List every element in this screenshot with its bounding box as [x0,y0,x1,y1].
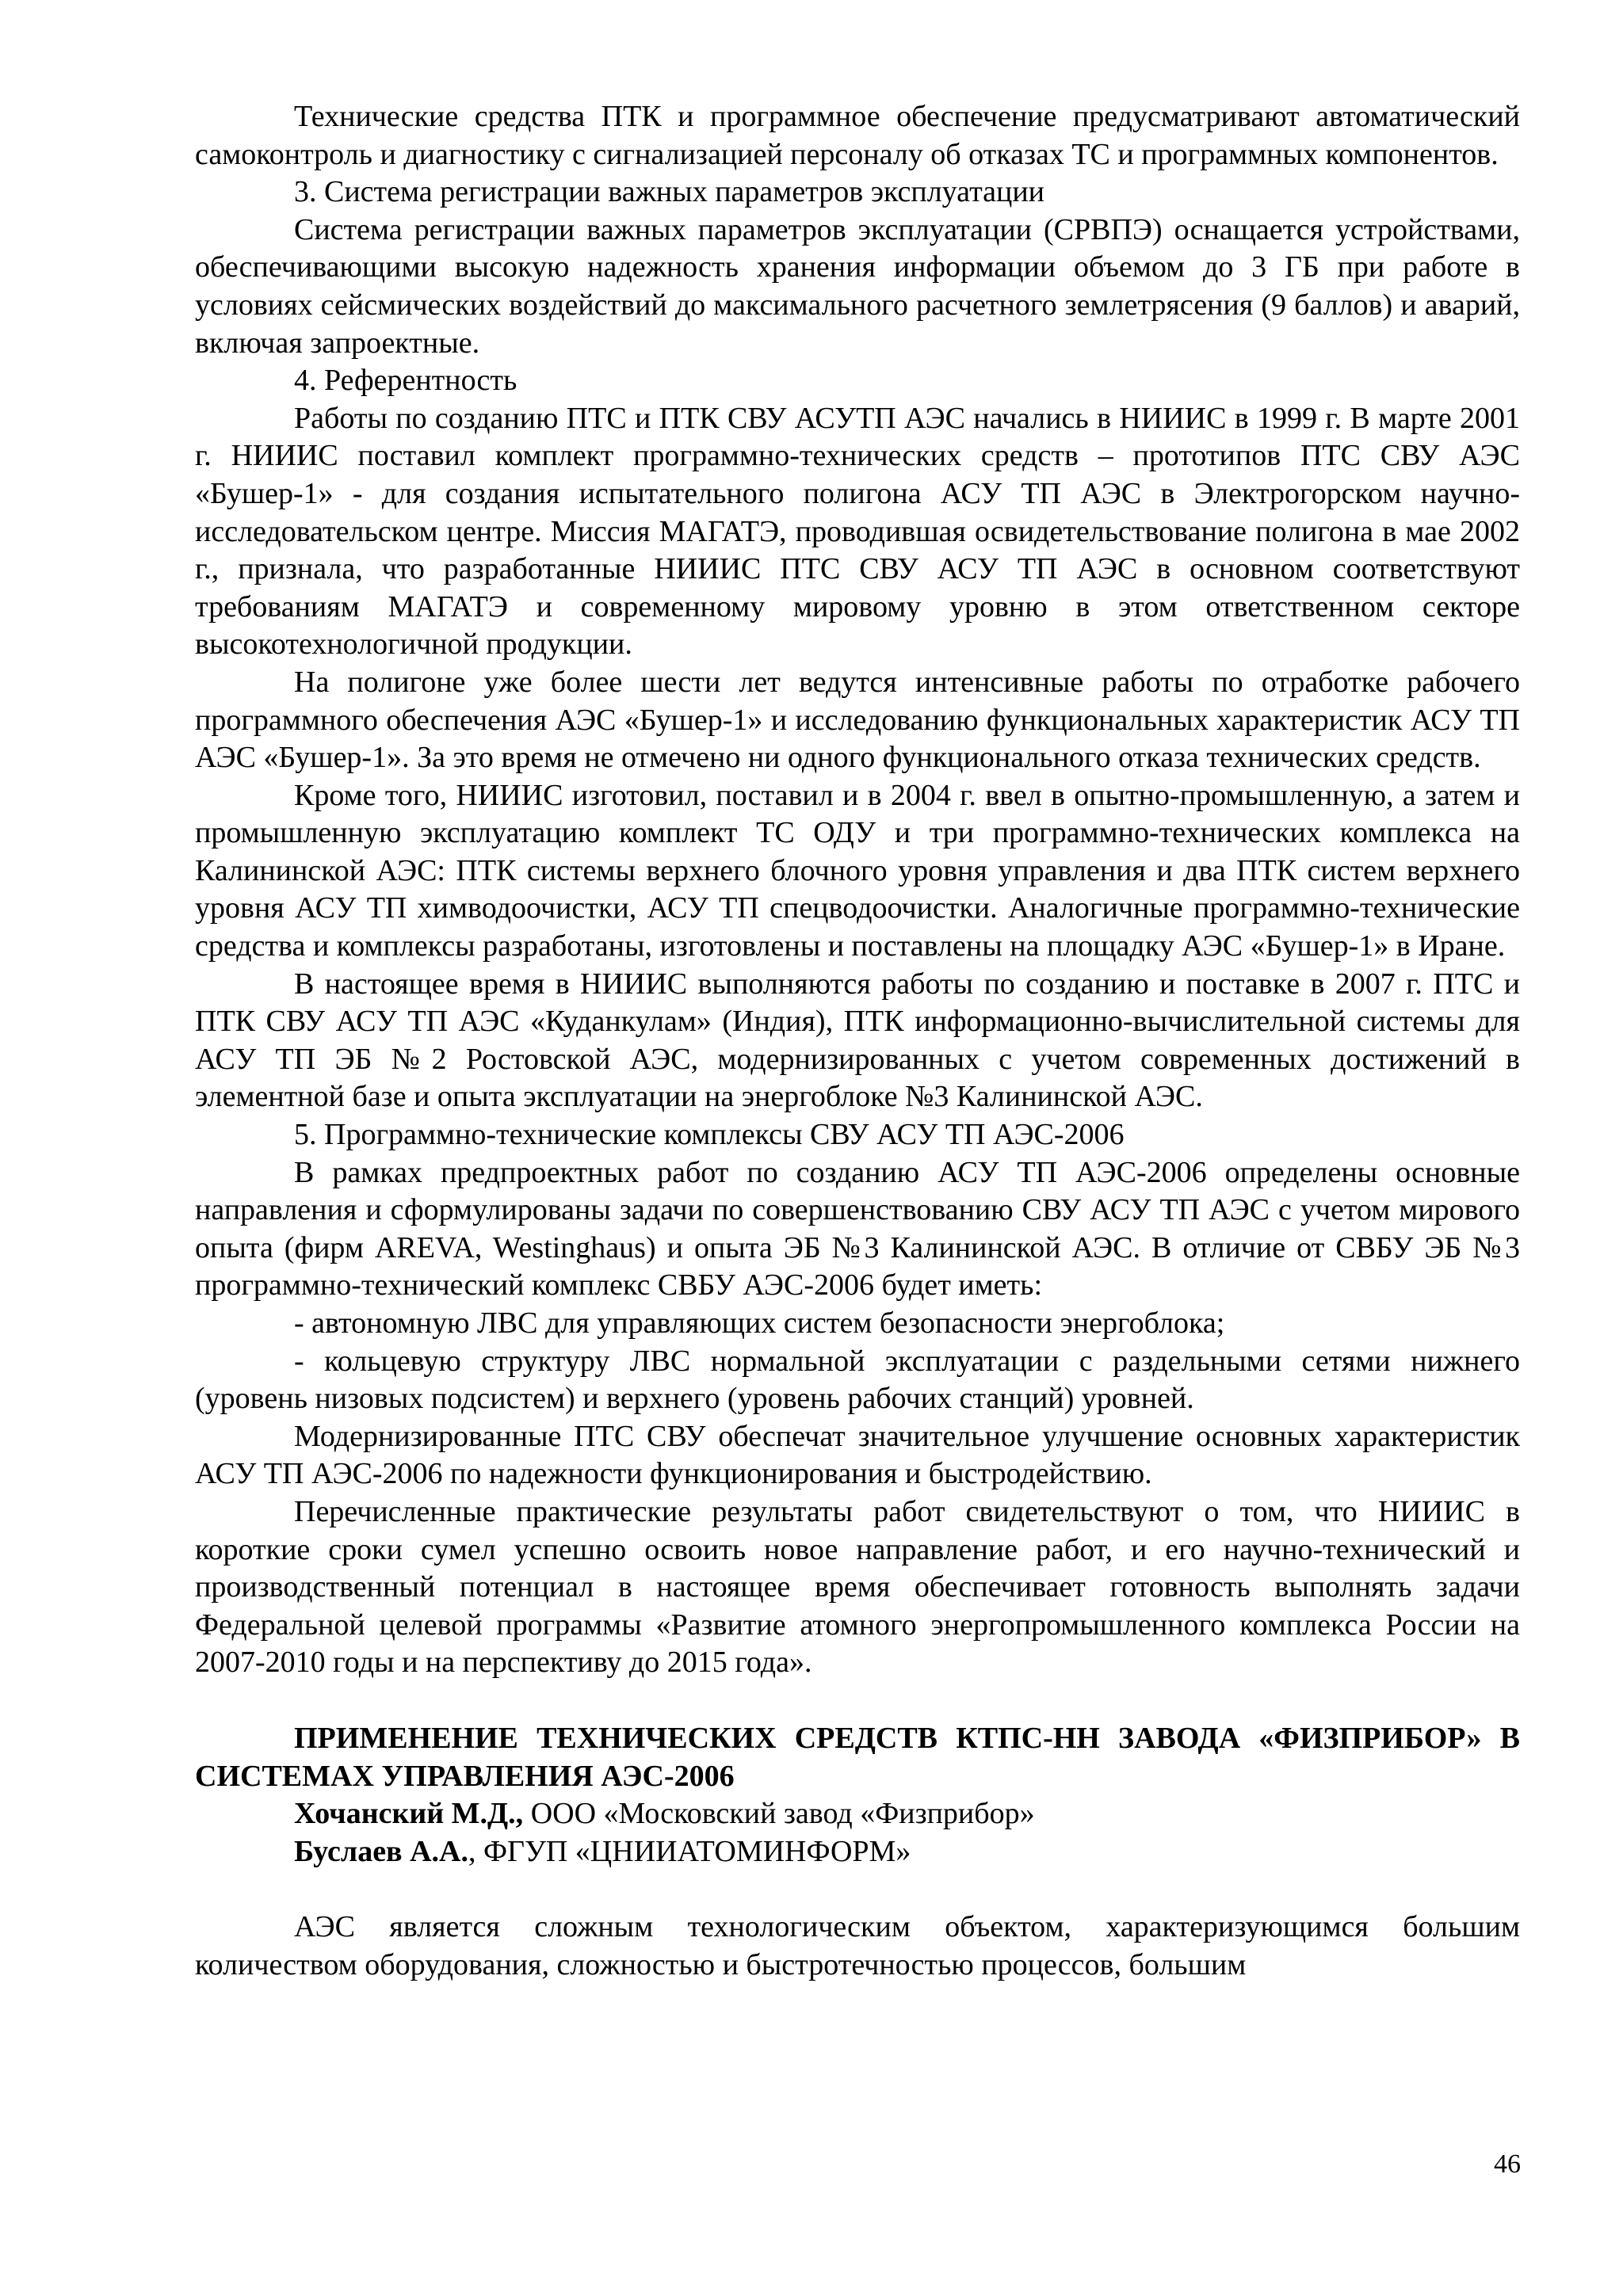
author-name: Хочанский М.Д., [294,1797,524,1831]
page-number: 46 [1494,2149,1521,2179]
spacer [195,1682,1520,1720]
list-item-autonomous-lan: - автономную ЛВС для управляющих систем безопасности энергоблока; [294,1306,1225,1340]
author-org: ООО «Московский завод «Физприбор» [523,1797,1035,1831]
list-item-ring-lan: - кольцевую структуру ЛВС нормальной эксплуатации с раздельными сетями нижнего (уровень низовых подсистем) и верхнего (уровень рабочих станций) уровней. [195,1344,1520,1416]
author-name: Буслаев А.А. [294,1834,468,1868]
paragraph-current-work: В настоящее время в НИИИС выполняются работы по созданию и поставке в 2007 г. ПТС и ПТК СВУ АСУ ТП АЭС «Куданкулам» (Индия), ПТК информационно-вычислительной системы для АСУ ТП ЭБ №2 Ростовской АЭС, модернизированных с учетом современных достижений в элементной базе и опыта эксплуатации на энергоблоке №3 Калининской АЭС. [195,967,1520,1114]
paragraph-modernized: Модернизированные ПТС СВУ обеспечат значительное улучшение основных характеристик АСУ ТП АЭС-2006 по надежности функционирования и быстродействию. [195,1419,1520,1491]
paragraph-conclusion: Перечисленные практические результаты работ свидетельствуют о том, что НИИИС в короткие сроки сумел успешно освоить новое направление работ, и его научно-технический и производственный потенциал в настоящее время обеспечивает готовность выполнять задачи Федеральной целевой программы «Развитие атомного энергопромышленного комплекса России на 2007-2010 годы и на перспективу до 2015 года». [195,1494,1520,1680]
section-heading-aes2006: 5. Программно-технические комплексы СВУ АСУ ТП АЭС-2006 [294,1118,1125,1152]
paragraph-reference-history: Работы по созданию ПТС и ПТК СВУ АСУТП АЭС начались в НИИИС в 1999 г. В марте 2001 г. НИИИС поставил комплект программно-технических средств – прототипов ПТС СВУ АЭС «Бушер-1» - для создания испытательного полигона АСУ ТП АЭС в Электрогорском научно-исследовательском центре. Миссия МАГАТЭ, проводившая освидетельствование полигона в мае 2002 г., признала, что разработанные НИИИС ПТС СВУ АСУ ТП АЭС в основном соответствуют требованиям МАГАТЭ и современному мировому уровню в этом ответственном секторе высокотехнологичной продукции. [195,401,1520,662]
paragraph-aes2006: В рамках предпроектных работ по созданию АСУ ТП АЭС-2006 определены основные направления и сформулированы задачи по совершенствованию СВУ АСУ ТП АЭС с учетом мирового опыта (фирм AREVA, Westinghaus) и опыта ЭБ №3 Калининской АЭС. В отличие от СВБУ ЭБ №3 программно-технический комплекс СВБУ АЭС-2006 будет иметь: [195,1155,1520,1302]
article-title: ПРИМЕНЕНИЕ ТЕХНИЧЕСКИХ СРЕДСТВ КТПС-НН ЗАВОДА «ФИЗПРИБОР» В СИСТЕМАХ УПРАВЛЕНИЯ АЭС-2006 [195,1721,1520,1793]
paragraph-registration: Система регистрации важных параметров эксплуатации (СРВПЭ) оснащается устройствами, обеспечивающими высокую надежность хранения информации объемом до 3 ГБ при работе в условиях сейсмических воздействий до максимального расчетного землетрясения (9 баллов) и аварий, включая запроектные. [195,212,1520,360]
paragraph-test-site: На полигоне уже более шести лет ведутся интенсивные работы по отработке рабочего программного обеспечения АЭС «Бушер-1» и исследованию функциональных характеристик АСУ ТП АЭС «Бушер-1». За это время не отмечено ни одного функционального отказа технических средств. [195,665,1520,775]
author-org: , ФГУП «ЦНИИАТОМИНФОРМ» [468,1834,911,1868]
author-line [195,1795,1520,1833]
paragraph-diagnostics: Технические средства ПТК и программное обеспечение предусматривают автоматический самоконтроль и диагностику с сигнализацией персоналу об отказах ТС и программных компонентов. [195,100,1520,171]
paragraph-kalinin: Кроме того, НИИИС изготовил, поставил и в 2004 г. ввел в опытно-промышленную, а затем и промышленную эксплуатацию комплект ТС ОДУ и три программно-технических комплекса на Калининской АЭС: ПТК системы верхнего блочного уровня управления и два ПТК систем верхнего уровня АСУ ТП химводоочистки, АСУ ТП спецводоочистки. Аналогичные программно-технические средства и комплексы разработаны, изготовлены и поставлены на площадку АЭС «Бушер-1» в Иране. [195,778,1520,963]
section-heading-reference: 4. Референтность [294,364,517,398]
page-content [195,98,1520,1985]
author-line [195,1833,1520,1871]
spacer [195,1871,1520,1909]
paragraph-intro: АЭС является сложным технологическим объектом, характеризующимся большим количеством оборудования, сложностью и быстротечностью процессов, большим [195,1910,1520,1981]
section-heading-registration: 3. Система регистрации важных параметров эксплуатации [294,175,1045,209]
